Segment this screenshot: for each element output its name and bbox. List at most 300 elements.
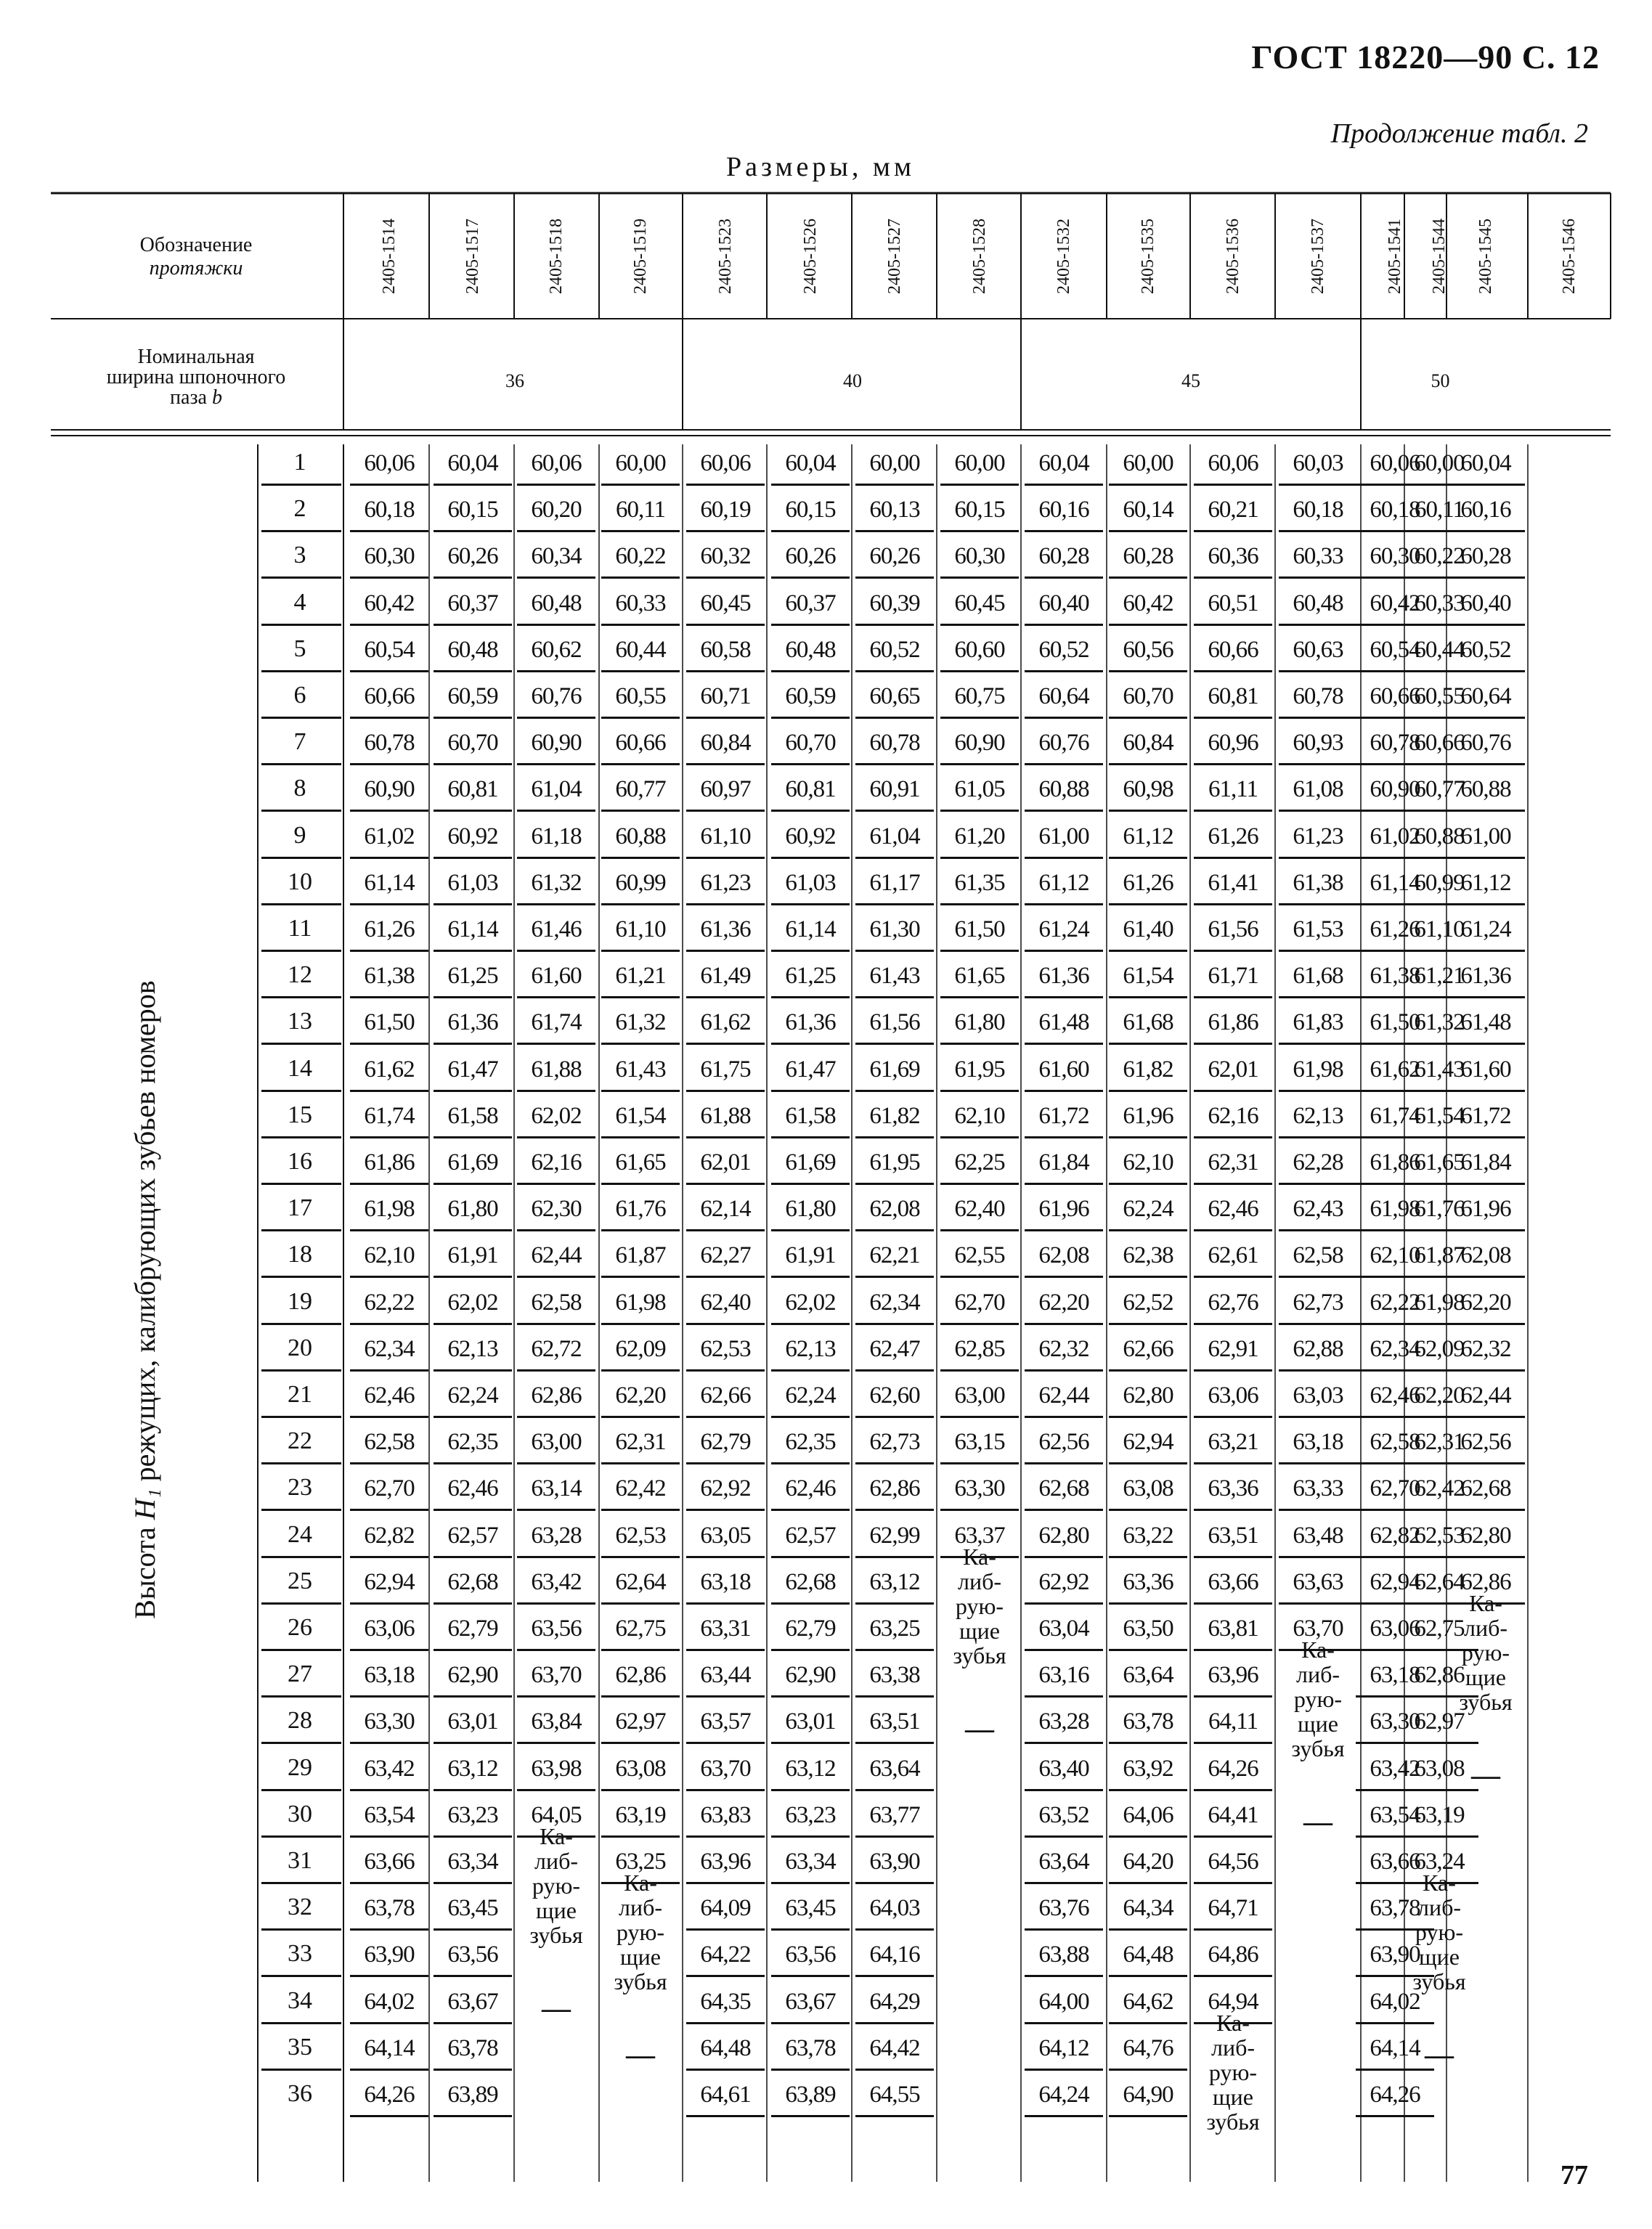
cell-underline <box>601 810 680 812</box>
cell-underline <box>1356 2022 1434 2024</box>
cell-underline <box>1109 1556 1187 1558</box>
tooth-number: 14 <box>288 1054 312 1082</box>
cell-underline <box>434 1183 512 1185</box>
table-cell: 61,82 <box>1123 1056 1173 1083</box>
table-cell: 61,98 <box>615 1289 666 1316</box>
cell-underline <box>771 2022 850 2024</box>
empty-cell-dash: — <box>965 1711 994 1745</box>
row-rule <box>261 1789 341 1791</box>
table-cell: 60,90 <box>954 730 1005 757</box>
table-cell: 63,54 <box>1370 1801 1420 1828</box>
table-cell: 63,38 <box>869 1662 920 1689</box>
table-cell: 64,56 <box>1208 1849 1258 1875</box>
cell-underline <box>434 1789 512 1791</box>
cell-underline <box>1025 950 1103 952</box>
cell-underline <box>771 717 850 719</box>
table-cell: 61,96 <box>1460 1196 1511 1223</box>
cell-underline <box>686 576 765 579</box>
cell-underline <box>771 1742 850 1744</box>
cell-underline <box>434 717 512 719</box>
table-cell: 60,84 <box>1123 730 1173 757</box>
cell-underline <box>1279 903 1357 905</box>
calibrating-teeth-note: рую- <box>955 1592 1004 1619</box>
cell-underline <box>1446 763 1525 765</box>
cell-underline <box>601 1742 680 1744</box>
table-cell: 64,02 <box>364 1988 415 2015</box>
cell-underline <box>350 1835 428 1838</box>
tooth-number: 18 <box>288 1241 312 1268</box>
calibrating-teeth-note: рую- <box>616 1919 665 1945</box>
cell-underline <box>855 1136 934 1138</box>
table-cell: 62,76 <box>1208 1289 1258 1316</box>
table-cell: 61,80 <box>447 1196 498 1223</box>
broach-code-2405-1519: 2405-1519 <box>631 219 650 294</box>
cell-underline <box>350 1462 428 1464</box>
table-cell: 61,68 <box>1293 963 1343 990</box>
table-cell: 62,02 <box>785 1289 836 1316</box>
cell-underline <box>771 484 850 486</box>
cell-underline <box>855 2022 934 2024</box>
table-cell: 64,48 <box>700 2034 751 2061</box>
table-cell: 61,62 <box>1370 1056 1420 1083</box>
cell-underline <box>1446 996 1525 998</box>
table-cell: 63,84 <box>531 1708 582 1735</box>
cell-underline <box>434 670 512 672</box>
cell-underline <box>855 1369 934 1372</box>
table-cell: 61,11 <box>1208 776 1258 803</box>
cell-underline <box>686 484 765 486</box>
cell-underline <box>855 1882 934 1884</box>
cell-underline <box>1194 670 1272 672</box>
row-rule <box>261 1695 341 1698</box>
table-cell: 63,64 <box>1123 1662 1173 1689</box>
tooth-number: 4 <box>293 588 306 616</box>
cell-underline <box>1194 1369 1272 1372</box>
table-cell: 61,91 <box>785 1242 836 1269</box>
table-cell: 63,25 <box>615 1849 666 1875</box>
table-cell: 63,66 <box>364 1849 415 1875</box>
cell-underline <box>1109 857 1187 859</box>
cell-underline <box>1025 1323 1103 1325</box>
table-cell: 61,12 <box>1123 823 1173 849</box>
table-cell: 63,78 <box>447 2034 498 2061</box>
cell-underline <box>1194 1928 1272 1931</box>
broach-code-2405-1546: 2405-1546 <box>1560 219 1579 294</box>
cell-underline <box>1279 717 1357 719</box>
cell-underline <box>517 1602 595 1605</box>
cell-underline <box>1109 1229 1187 1231</box>
table-cell: 64,02 <box>1370 1988 1420 2015</box>
cell-underline <box>855 950 934 952</box>
cell-underline <box>1109 1416 1187 1418</box>
cell-underline <box>434 1649 512 1651</box>
cell-underline <box>771 2069 850 2071</box>
cell-underline <box>1279 1556 1357 1558</box>
cell-underline <box>1279 1602 1357 1605</box>
table-cell: 63,23 <box>785 1801 836 1828</box>
tooth-number: 27 <box>288 1660 312 1688</box>
table-cell: 64,16 <box>869 1941 920 1968</box>
table-cell: 60,90 <box>1370 776 1420 803</box>
cell-underline <box>940 624 1019 626</box>
row-rule <box>261 1509 341 1511</box>
table-cell: 61,36 <box>1038 963 1089 990</box>
table-cell: 60,84 <box>700 730 751 757</box>
cell-underline <box>1109 624 1187 626</box>
table-cell: 62,46 <box>447 1475 498 1502</box>
cell-underline <box>350 1789 428 1791</box>
row-rule <box>261 1556 341 1558</box>
cell-underline <box>434 1462 512 1464</box>
cell-underline <box>1279 484 1357 486</box>
cell-underline <box>517 484 595 486</box>
table-cell: 62,72 <box>531 1335 582 1362</box>
cell-underline <box>1446 1043 1525 1045</box>
cell-underline <box>771 1276 850 1278</box>
cell-underline <box>1109 1789 1187 1791</box>
cell-underline <box>1025 1229 1103 1231</box>
cell-underline <box>855 1602 934 1605</box>
cell-underline <box>1109 1369 1187 1372</box>
table-cell: 62,53 <box>700 1335 751 1362</box>
table-cell: 61,25 <box>785 963 836 990</box>
table-cell: 63,92 <box>1123 1755 1173 1782</box>
cell-underline <box>686 1556 765 1558</box>
table-cell: 62,91 <box>1208 1335 1258 1362</box>
table-cell: 61,88 <box>700 1102 751 1129</box>
tooth-number: 25 <box>288 1567 312 1594</box>
table-cell: 60,81 <box>785 776 836 803</box>
cell-underline <box>686 1695 765 1698</box>
table-cell: 63,06 <box>1208 1382 1258 1409</box>
table-cell: 60,30 <box>364 543 415 570</box>
cell-underline <box>940 763 1019 765</box>
cell-underline <box>601 996 680 998</box>
cell-underline <box>686 1090 765 1092</box>
table-cell: 61,88 <box>531 1056 582 1083</box>
cell-underline <box>940 484 1019 486</box>
table-cell: 60,70 <box>1123 683 1173 709</box>
table-cell: 60,26 <box>447 543 498 570</box>
cell-underline <box>686 903 765 905</box>
table-cell: 62,82 <box>1370 1522 1420 1549</box>
cell-underline <box>855 1323 934 1325</box>
table-cell: 62,86 <box>1460 1568 1511 1595</box>
table-cell: 62,92 <box>1038 1568 1089 1595</box>
cell-underline <box>1109 2069 1187 2071</box>
cell-underline <box>1025 1090 1103 1092</box>
table-cell: 61,86 <box>1208 1009 1258 1036</box>
cell-underline <box>517 1462 595 1464</box>
table-cell: 60,81 <box>1208 683 1258 709</box>
table-cell: 61,10 <box>700 823 751 849</box>
table-cell: 63,64 <box>1038 1849 1089 1875</box>
cell-underline <box>686 624 765 626</box>
table-cell: 61,96 <box>1123 1102 1173 1129</box>
table-cell: 61,54 <box>1123 963 1173 990</box>
tooth-number: 28 <box>288 1707 312 1735</box>
cell-underline <box>1025 1509 1103 1511</box>
cell-underline <box>855 530 934 532</box>
table-cell: 60,28 <box>1038 543 1089 570</box>
table-cell: 64,11 <box>1208 1708 1258 1735</box>
cell-underline <box>517 670 595 672</box>
table-cell: 60,16 <box>1038 497 1089 523</box>
table-cell: 63,40 <box>1038 1755 1089 1782</box>
tooth-number: 20 <box>288 1334 312 1361</box>
cell-underline <box>1025 1742 1103 1744</box>
row-rule <box>261 857 341 859</box>
cell-underline <box>434 1369 512 1372</box>
cell-underline <box>434 857 512 859</box>
cell-underline <box>1109 717 1187 719</box>
cell-underline <box>771 1323 850 1325</box>
cell-underline <box>350 1975 428 1977</box>
row-rule <box>261 717 341 719</box>
tooth-number: 22 <box>288 1427 312 1455</box>
cell-underline <box>601 903 680 905</box>
table-cell: 62,60 <box>869 1382 920 1409</box>
table-cell: 63,96 <box>1208 1662 1258 1689</box>
table-cell: 63,98 <box>531 1755 582 1782</box>
table-cell: 63,83 <box>700 1801 751 1828</box>
table-cell: 63,56 <box>447 1941 498 1968</box>
table-cell: 60,04 <box>1038 450 1089 476</box>
table-cell: 61,08 <box>1293 776 1343 803</box>
cell-underline <box>1279 1136 1357 1138</box>
cell-underline <box>517 530 595 532</box>
table-cell: 60,75 <box>954 683 1005 709</box>
cell-underline <box>1194 1882 1272 1884</box>
table-cell: 63,28 <box>1038 1708 1089 1735</box>
table-cell: 60,42 <box>1123 590 1173 616</box>
table-continuation-note: Продолжение табл. 2 <box>1330 118 1588 149</box>
cell-underline <box>1109 576 1187 579</box>
table-cell: 61,32 <box>531 869 582 896</box>
cell-underline <box>1109 1509 1187 1511</box>
table-cell: 60,00 <box>1123 450 1173 476</box>
cell-underline <box>855 763 934 765</box>
cell-underline <box>1279 1043 1357 1045</box>
row-rule <box>261 576 341 579</box>
cell-underline <box>434 1090 512 1092</box>
cell-underline <box>1194 1602 1272 1605</box>
table-cell: 62,46 <box>785 1475 836 1502</box>
table-cell: 60,06 <box>364 450 415 476</box>
cell-underline <box>940 1323 1019 1325</box>
cell-underline <box>1446 1136 1525 1138</box>
cell-underline <box>855 1090 934 1092</box>
table-cell: 61,14 <box>364 869 415 896</box>
cell-underline <box>1279 1183 1357 1185</box>
cell-underline <box>940 996 1019 998</box>
table-cell: 63,36 <box>1208 1475 1258 1502</box>
table-cell: 62,28 <box>1293 1149 1343 1175</box>
cell-underline <box>1194 1043 1272 1045</box>
table-cell: 61,04 <box>531 776 582 803</box>
tooth-number: 7 <box>293 728 306 756</box>
table-cell: 62,68 <box>447 1568 498 1595</box>
table-cell: 61,69 <box>869 1056 920 1083</box>
table-cell: 61,26 <box>364 916 415 942</box>
table-cell: 60,81 <box>447 776 498 803</box>
cell-underline <box>686 2069 765 2071</box>
cell-underline <box>771 1975 850 1977</box>
table-cell: 60,76 <box>1038 730 1089 757</box>
table-cell: 61,38 <box>364 963 415 990</box>
table-cell: 61,69 <box>447 1149 498 1175</box>
table-cell: 63,24 <box>1414 1849 1465 1875</box>
table-cell: 63,48 <box>1293 1522 1343 1549</box>
cell-underline <box>1446 1416 1525 1418</box>
cell-underline <box>1279 950 1357 952</box>
cell-underline <box>1025 717 1103 719</box>
row-rule <box>261 1975 341 1977</box>
table-cell: 63,76 <box>1038 1895 1089 1922</box>
table-cell: 60,77 <box>1414 776 1465 803</box>
table-cell: 60,54 <box>1370 636 1420 663</box>
cell-underline <box>855 2115 934 2117</box>
table-cell: 63,12 <box>447 1755 498 1782</box>
cell-underline <box>517 857 595 859</box>
table-cell: 62,70 <box>954 1289 1005 1316</box>
table-cell: 60,88 <box>1414 823 1465 849</box>
table-cell: 61,60 <box>1038 1056 1089 1083</box>
table-cell: 62,97 <box>1414 1708 1465 1735</box>
cell-underline <box>855 1556 934 1558</box>
cell-underline <box>1194 1090 1272 1092</box>
table-cell: 63,57 <box>700 1708 751 1735</box>
table-cell: 60,52 <box>869 636 920 663</box>
cell-underline <box>601 1649 680 1651</box>
cell-underline <box>601 857 680 859</box>
cell-underline <box>855 1229 934 1231</box>
table-cell: 60,70 <box>447 730 498 757</box>
table-cell: 61,14 <box>447 916 498 942</box>
units-caption: Размеры, мм <box>726 152 916 182</box>
tooth-number: 34 <box>288 1986 312 2014</box>
table-cell: 61,56 <box>1208 916 1258 942</box>
table-cell: 62,31 <box>1208 1149 1258 1175</box>
table-cell: 60,52 <box>1460 636 1511 663</box>
cell-underline <box>771 763 850 765</box>
calibrating-teeth-note: зубья <box>529 1921 583 1948</box>
table-cell: 62,53 <box>615 1522 666 1549</box>
cell-underline <box>1025 996 1103 998</box>
table-cell: 62,70 <box>364 1475 415 1502</box>
cell-underline <box>434 1136 512 1138</box>
table-cell: 62,80 <box>1038 1522 1089 1549</box>
cell-underline <box>686 530 765 532</box>
cell-underline <box>350 2022 428 2024</box>
table-cell: 62,79 <box>447 1615 498 1642</box>
cell-underline <box>1109 670 1187 672</box>
cell-underline <box>686 857 765 859</box>
table-cell: 62,82 <box>364 1522 415 1549</box>
cell-underline <box>855 1276 934 1278</box>
table-cell: 60,77 <box>615 776 666 803</box>
table-cell: 63,89 <box>447 2082 498 2108</box>
calibrating-teeth-note: либ- <box>1295 1661 1340 1687</box>
designation-header <box>51 234 341 280</box>
cell-underline <box>1109 1136 1187 1138</box>
table-cell: 60,66 <box>1370 683 1420 709</box>
cell-underline <box>350 1090 428 1092</box>
cell-underline <box>1025 2069 1103 2071</box>
table-cell: 62,47 <box>869 1335 920 1362</box>
table-cell: 60,00 <box>954 450 1005 476</box>
cell-underline <box>517 1043 595 1045</box>
row-rule <box>261 950 341 952</box>
table-cell: 63,30 <box>364 1708 415 1735</box>
table-cell: 63,67 <box>785 1988 836 2015</box>
table-cell: 62,31 <box>615 1429 666 1456</box>
table-cell: 62,46 <box>1370 1382 1420 1409</box>
table-cell: 64,29 <box>869 1988 920 2015</box>
table-cell: 64,22 <box>700 1941 751 1968</box>
table-cell: 60,15 <box>785 497 836 523</box>
calibrating-teeth-note: щие <box>1213 2083 1253 2110</box>
table-cell: 60,28 <box>1460 543 1511 570</box>
cell-underline <box>350 576 428 579</box>
table-cell: 60,88 <box>1460 776 1511 803</box>
table-cell: 61,62 <box>364 1056 415 1083</box>
table-cell: 62,42 <box>615 1475 666 1502</box>
broach-code-2405-1517: 2405-1517 <box>463 219 482 294</box>
table-cell: 61,87 <box>615 1242 666 1269</box>
table-cell: 60,59 <box>447 683 498 709</box>
table-cell: 61,80 <box>785 1196 836 1223</box>
table-cell: 61,68 <box>1123 1009 1173 1036</box>
calibrating-teeth-note: либ- <box>534 1847 579 1874</box>
tooth-number: 30 <box>288 1800 312 1827</box>
table-cell: 61,26 <box>1208 823 1258 849</box>
table-cell: 61,74 <box>1370 1102 1420 1129</box>
table-cell: 64,55 <box>869 2082 920 2108</box>
cell-underline <box>1279 624 1357 626</box>
cell-underline <box>517 1183 595 1185</box>
table-cell: 61,95 <box>954 1056 1005 1083</box>
table-cell: 61,76 <box>1414 1196 1465 1223</box>
cell-underline <box>771 996 850 998</box>
table-cell: 61,14 <box>1370 869 1420 896</box>
table-cell: 60,97 <box>700 776 751 803</box>
table-cell: 62,22 <box>1370 1289 1420 1316</box>
cell-underline <box>1109 1928 1187 1931</box>
cell-underline <box>855 1462 934 1464</box>
table-cell: 64,41 <box>1208 1801 1258 1828</box>
table-cell: 62,79 <box>700 1429 751 1456</box>
table-cell: 60,00 <box>615 450 666 476</box>
cell-underline <box>434 2115 512 2117</box>
cell-underline <box>686 1882 765 1884</box>
table-cell: 62,02 <box>447 1289 498 1316</box>
cell-underline <box>1279 810 1357 812</box>
table-cell: 63,42 <box>1370 1755 1420 1782</box>
cell-underline <box>350 950 428 952</box>
table-cell: 62,86 <box>869 1475 920 1502</box>
table-cell: 62,10 <box>364 1242 415 1269</box>
cell-underline <box>350 670 428 672</box>
cell-underline <box>1025 530 1103 532</box>
cell-underline <box>1109 1695 1187 1698</box>
cell-underline <box>1025 1882 1103 1884</box>
table-cell: 62,40 <box>954 1196 1005 1223</box>
cell-underline <box>1446 1509 1525 1511</box>
table-cell: 63,81 <box>1208 1615 1258 1642</box>
table-cell: 63,36 <box>1123 1568 1173 1595</box>
table-cell: 61,72 <box>1460 1102 1511 1129</box>
